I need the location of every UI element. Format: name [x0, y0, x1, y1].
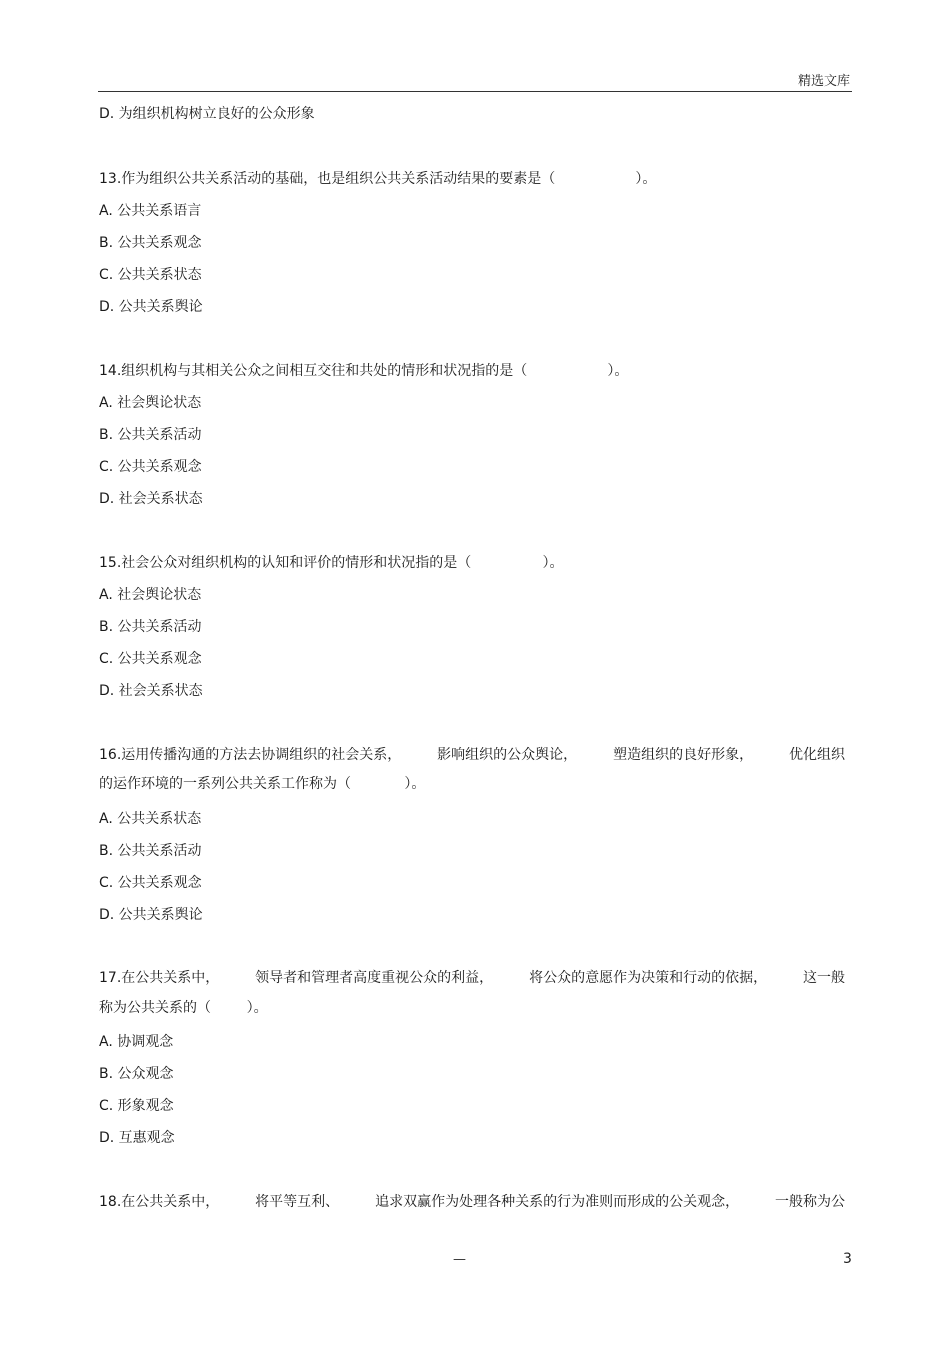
q17-stem-part: 这一般: [802, 970, 845, 986]
q13-option-a: A. 公共关系语言: [99, 203, 202, 219]
q15-option-b: B. 公共关系活动: [99, 619, 202, 635]
q18-stem-part: 将平等互利、: [255, 1194, 340, 1210]
q16-stem-part: 16.运用传播沟通的方法去协调组织的社会关系，: [99, 747, 402, 763]
q14-stem: 14.组织机构与其相关公众之间相互交往和共处的情形和状况指的是（ ）。: [99, 363, 629, 379]
q16-option-b: B. 公共关系活动: [99, 843, 202, 859]
q14-option-b: B. 公共关系活动: [99, 427, 202, 443]
q17-option-b: B. 公众观念: [99, 1066, 174, 1082]
q16-stem-part: 优化组织: [788, 747, 845, 763]
q15-option-c: C. 公共关系观念: [99, 651, 202, 667]
q18-stem-part: 一般称为公: [774, 1194, 845, 1210]
q16-stem-part: 影响组织的公众舆论，: [437, 747, 578, 763]
q17-stem-line1: [99, 969, 845, 987]
q17-stem-line2: 称为公共关系的（ ）。: [99, 1000, 268, 1016]
q17-option-c: C. 形象观念: [99, 1098, 174, 1114]
q17-stem-part: 领导者和管理者高度重视公众的利益，: [255, 970, 494, 986]
q16-option-a: A. 公共关系状态: [99, 811, 202, 827]
q16-stem-line2: 的运作环境的一系列公共关系工作称为（ ）。: [99, 776, 426, 792]
prev-option: D. 为组织机构树立良好的公众形象: [99, 106, 315, 122]
q16-stem-part: 塑造组织的良好形象，: [613, 747, 754, 763]
q16-option-d: D. 公共关系舆论: [99, 907, 203, 923]
q13-option-c: C. 公共关系状态: [99, 267, 202, 283]
q15-option-d: D. 社会关系状态: [99, 683, 203, 699]
q18-stem-part: 18.在公共关系中，: [99, 1194, 220, 1210]
q16-option-c: C. 公共关系观念: [99, 875, 202, 891]
header-rule: [98, 91, 852, 92]
q13-option-b: B. 公共关系观念: [99, 235, 202, 251]
q14-option-d: D. 社会关系状态: [99, 491, 203, 507]
q13-option-d: D. 公共关系舆论: [99, 299, 203, 315]
q15-option-a: A. 社会舆论状态: [99, 587, 202, 603]
q18-stem-part: 追求双赢作为处理各种关系的行为准则而形成的公关观念，: [375, 1194, 740, 1210]
q13-stem: 13.作为组织公共关系活动的基础，也是组织公共关系活动结果的要素是（ ）。: [99, 171, 657, 187]
q14-option-c: C. 公共关系观念: [99, 459, 202, 475]
footer-dash: —: [453, 1252, 466, 1267]
q14-option-a: A. 社会舆论状态: [99, 395, 202, 411]
q17-option-a: A. 协调观念: [99, 1034, 174, 1050]
q17-option-d: D. 互惠观念: [99, 1130, 175, 1146]
q17-stem-part: 17.在公共关系中，: [99, 970, 220, 986]
q18-stem-line1: [99, 1193, 845, 1211]
header-label: 精选文库: [797, 74, 850, 89]
page-number: 3: [843, 1251, 852, 1267]
q17-stem-part: 将公众的意愿作为决策和行动的依据，: [529, 970, 768, 986]
q15-stem: 15.社会公众对组织机构的认知和评价的情形和状况指的是（ ）。: [99, 555, 564, 571]
q16-stem-line1: [99, 746, 845, 764]
